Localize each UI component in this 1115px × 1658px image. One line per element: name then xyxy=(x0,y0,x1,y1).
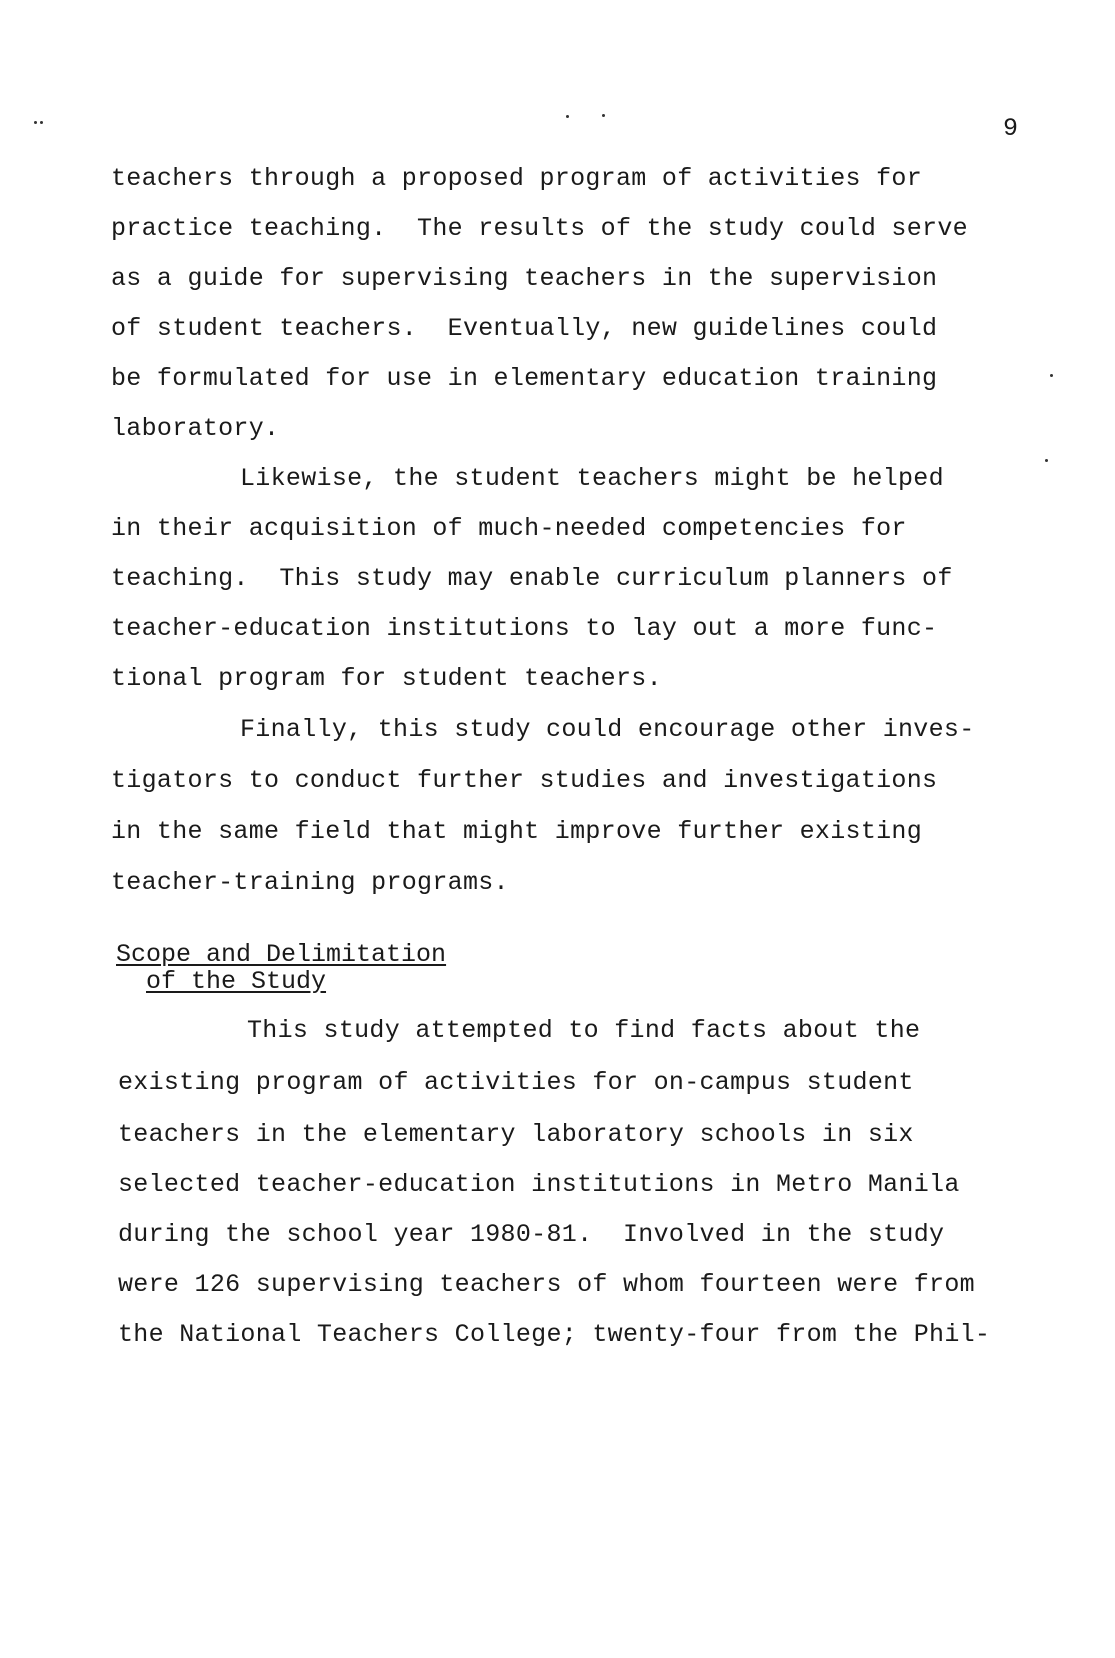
section-heading-line: of the Study xyxy=(146,967,327,996)
text-line: the National Teachers College; twenty-four from the Phil- xyxy=(118,1320,991,1349)
scan-speck xyxy=(40,121,43,124)
text-line: existing program of activities for on-campus student xyxy=(118,1068,914,1097)
text-line: were 126 supervising teachers of whom fourteen were from xyxy=(118,1270,975,1299)
section-heading-line: Scope and Delimitation xyxy=(116,940,447,969)
text-line: tigators to conduct further studies and investigations xyxy=(111,766,938,795)
text-line: teacher-training programs. xyxy=(111,868,509,897)
scan-speck xyxy=(602,114,605,117)
text-line: teachers through a proposed program of activities for xyxy=(111,164,923,193)
text-line: Likewise, the student teachers might be helped xyxy=(240,464,944,493)
page-number: 9 xyxy=(1003,114,1019,143)
text-line: in the same field that might improve further existing xyxy=(111,817,923,846)
text-line: in their acquisition of much-needed competencies for xyxy=(111,514,907,543)
text-line: practice teaching. The results of the study could serve xyxy=(111,214,968,243)
text-line: of student teachers. Eventually, new guidelines could xyxy=(111,314,938,343)
text-line: during the school year 1980-81. Involved in the study xyxy=(118,1220,945,1249)
text-line: be formulated for use in elementary education training xyxy=(111,364,938,393)
text-line: tional program for student teachers. xyxy=(111,664,662,693)
text-line: laboratory. xyxy=(111,414,280,443)
text-line: teacher-education institutions to lay out a more func- xyxy=(111,614,938,643)
text-line: teaching. This study may enable curriculum planners of xyxy=(111,564,953,593)
text-line: selected teacher-education institutions in Metro Manila xyxy=(118,1170,960,1199)
scan-speck xyxy=(566,115,569,118)
text-line: teachers in the elementary laboratory schools in six xyxy=(118,1120,914,1149)
text-line: as a guide for supervising teachers in the supervision xyxy=(111,264,938,293)
scan-speck xyxy=(34,121,37,124)
text-line: This study attempted to find facts about the xyxy=(247,1016,921,1045)
scan-speck xyxy=(1045,459,1048,462)
scan-speck xyxy=(1050,374,1053,377)
text-line: Finally, this study could encourage other inves- xyxy=(240,715,975,744)
